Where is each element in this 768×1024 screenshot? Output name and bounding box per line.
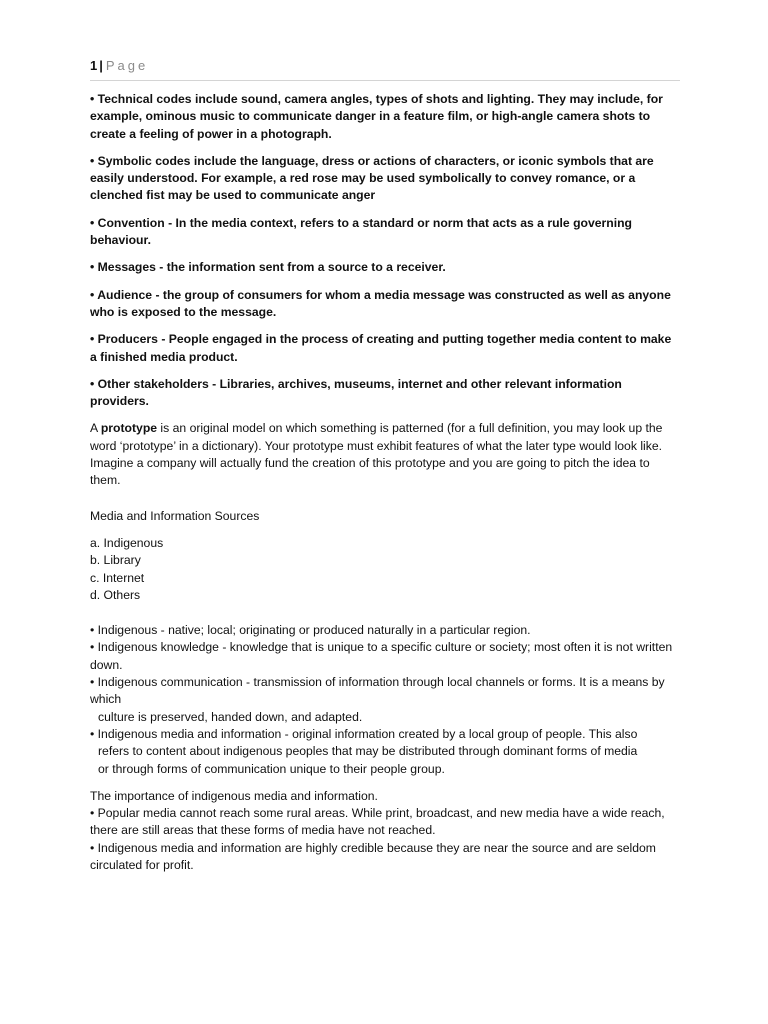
sources-list bbox=[90, 535, 680, 604]
page-separator: | bbox=[99, 58, 103, 73]
definition-indigenous-knowledge: • Indigenous knowledge - knowledge that is unique to a specific culture or society; most often it is not written down. bbox=[90, 640, 673, 672]
list-item: a. Indigenous bbox=[90, 535, 164, 550]
page-number: 1 bbox=[90, 58, 98, 73]
bullet-producers bbox=[90, 331, 680, 366]
list-item: d. Others bbox=[90, 587, 141, 602]
page-label: Page bbox=[105, 58, 149, 73]
importance-heading: The importance of indigenous media and information. bbox=[90, 788, 378, 803]
bullet-symbolic-codes: • Symbolic codes include the language, dress or actions of characters, or iconic symbols that are easily understood. For example, a red rose may be used symbolically to convey romance, or a clenched fist may be used to communicate anger bbox=[90, 153, 654, 203]
list-item: b. Library bbox=[90, 553, 141, 568]
term-messages: • Messages bbox=[90, 260, 156, 275]
definition-continuation: or through forms of communication unique to their people group. bbox=[98, 761, 445, 776]
term-other-stakeholders: • Other stakeholders bbox=[90, 376, 209, 391]
bullet-technical-codes: • Technical codes include sound, camera angles, types of shots and lighting. They may include, for example, ominous music to communicate danger in a feature film, or high-angle camera shots to create a feeling of power in a photograph. bbox=[90, 92, 663, 141]
definition-continuation: culture is preserved, handed down, and adapted. bbox=[98, 709, 363, 724]
prototype-text: is an original model on which something is patterned (for a full definition, you may look up the word ‘prototype’ in a dictionary). Your prototype must exhibit features of what the later type would look like. Imagine a company will actually fund the creation of this prototype and you are going to pitch the idea to them. bbox=[90, 421, 663, 488]
term-producers: • Producers bbox=[90, 332, 158, 347]
definition-convention: - In the media context, refers to a standard or norm that acts as a rule governing behaviour. bbox=[90, 215, 632, 248]
prototype-term: prototype bbox=[100, 421, 158, 436]
spacer bbox=[90, 614, 680, 622]
definition-indigenous-media: • Indigenous media and information - original information created by a local group of people. This also bbox=[90, 726, 638, 741]
term-convention: • Convention bbox=[90, 215, 165, 230]
sources-heading: Media and Information Sources bbox=[90, 508, 260, 523]
spacer bbox=[90, 500, 680, 508]
importance-point: • Indigenous media and information are highly credible because they are near the source and are seldom circulated for profit. bbox=[90, 840, 656, 872]
definition-indigenous: • Indigenous - native; local; originating or produced naturally in a particular region. bbox=[90, 623, 531, 638]
definition-messages: - the information sent from a source to a receiver. bbox=[155, 260, 446, 275]
definition-continuation: refers to content about indigenous peoples that may be distributed through dominant forms of media bbox=[98, 744, 638, 759]
bullet-messages bbox=[90, 259, 680, 276]
bullet-other-stakeholders bbox=[90, 376, 680, 411]
bullet-audience bbox=[90, 287, 680, 322]
bullet-convention bbox=[90, 215, 680, 250]
definition-producers: - People engaged in the process of creating and putting together media content to make a finished media product. bbox=[90, 332, 672, 364]
definition-other-stakeholders: - Libraries, archives, museums, internet and other relevant information providers. bbox=[90, 376, 622, 409]
list-item: c. Internet bbox=[90, 570, 145, 585]
page-header bbox=[90, 58, 680, 81]
definition-audience: - the group of consumers for whom a media message was constructed as well as anyone who is exposed to the message. bbox=[90, 287, 671, 319]
definition-indigenous-communication: • Indigenous communication - transmission of information through local channels or forms. It is a means by which bbox=[90, 675, 665, 707]
prototype-lead: A bbox=[90, 421, 101, 436]
importance-point: • Popular media cannot reach some rural areas. While print, broadcast, and new media have a wide reach, there are still areas that these forms of media have not reached. bbox=[90, 806, 665, 838]
term-audience: • Audience bbox=[90, 287, 153, 302]
document-page bbox=[90, 58, 680, 874]
prototype-paragraph bbox=[90, 420, 680, 489]
